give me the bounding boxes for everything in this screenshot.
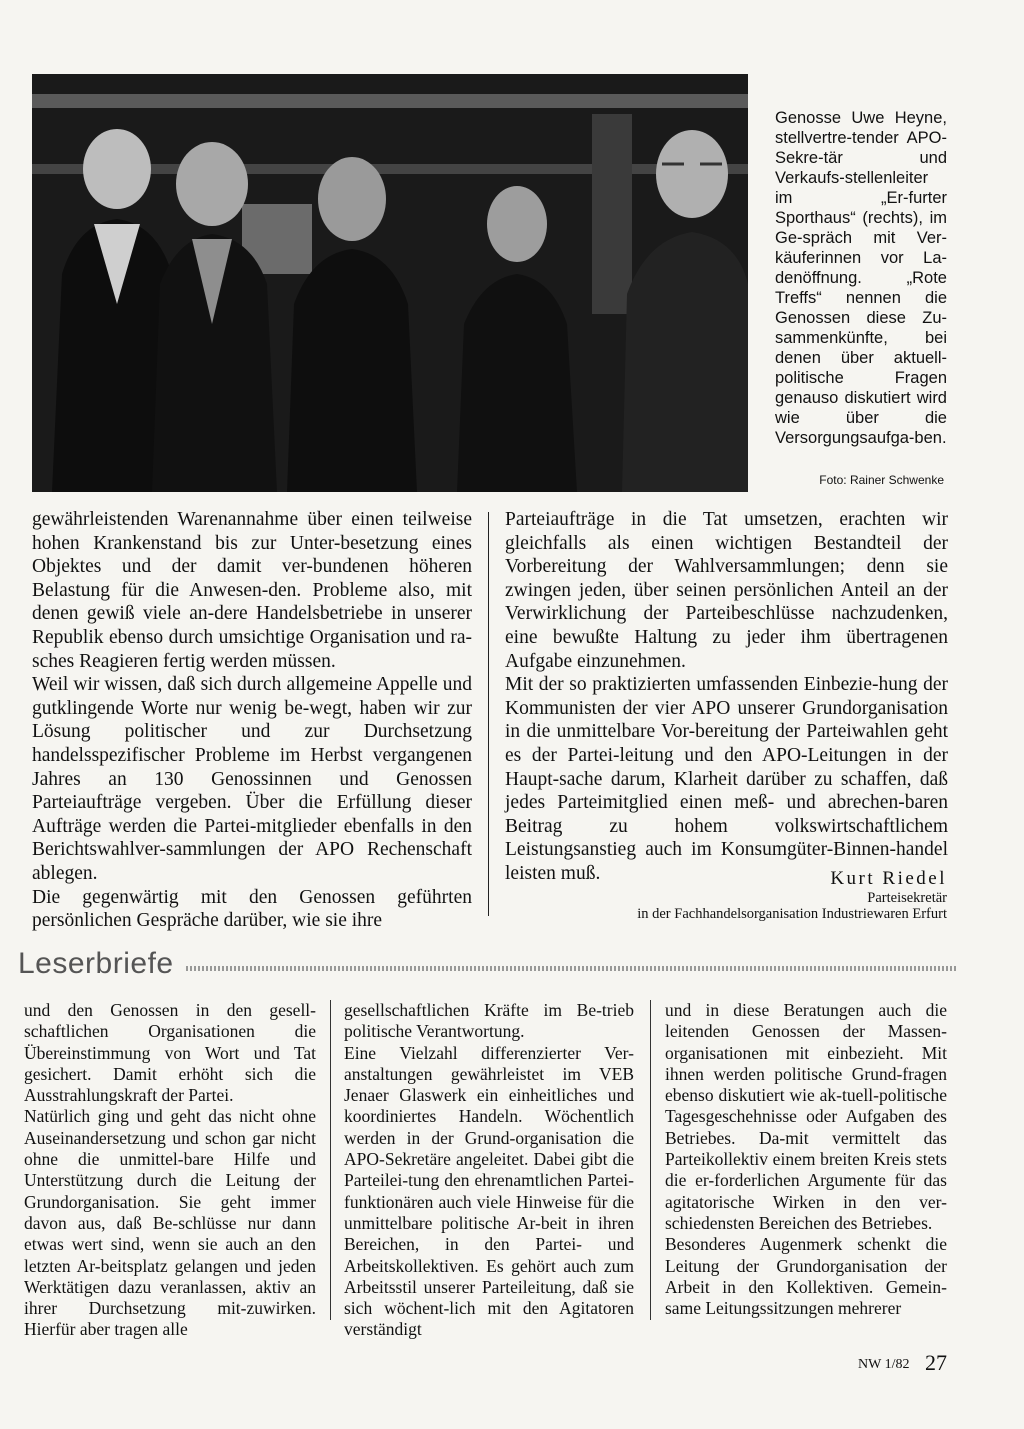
letters-paragraph: Natürlich ging und geht das nicht ohne Auseinandersetzung und schon gar nicht ohne die unmittel-bare Hilfe und Unterstützung durch die Leitung der Grundorganisation. Sie geht immer davon aus, daß Be-schlüsse nur dann etwas wert sind, wenn sie auch an den letzten Ar-beitsplatz gelangen und jeden Werktätigen dazu veranlassen, aktiv an ihrer Durchsetzung mit-zuwirken. Hierfür aber tragen alle bbox=[24, 1106, 316, 1340]
article-column-2 bbox=[505, 508, 948, 886]
photo-illustration bbox=[32, 74, 748, 492]
letters-paragraph: Besonderes Augenmerk schenkt die Leitung der Grundorganisation der Arbeit in den Kollektiven. Gemein-same Leitungssitzungen mehrerer bbox=[665, 1234, 947, 1319]
section-rule bbox=[186, 966, 956, 971]
author-role: Parteisekretär bbox=[867, 890, 947, 906]
letters-column-3 bbox=[665, 1000, 947, 1319]
section-title: Leserbriefe bbox=[18, 947, 174, 980]
article-column-1 bbox=[32, 508, 472, 933]
letters-paragraph: und in diese Beratungen auch die leitenden Genossen der Massen-organisationen mit einbezieht. Mit ihnen werden politische Grund-fragen ebenso diskutiert wie ak-tuell-politische Tagesgeschehnisse oder Aufgaben des Betriebes. Da-mit vermittelt das Parteikollektiv einem breiten Kreis stets die er-forderlichen Argumente für das agitatorische Wirken in den ver-schiedensten Bereichen des Betriebes. bbox=[665, 1000, 947, 1233]
page-number: 27 bbox=[925, 1350, 947, 1375]
issue-label: NW 1/82 bbox=[858, 1357, 910, 1372]
letters-column-2 bbox=[344, 1000, 634, 1341]
article-paragraph: Weil wir wissen, daß sich durch allgemeine Appelle und gutklingende Worte nur wenig be-wegt, haben wir zur Lösung politischer und zur Durchsetzung handelsspezifischer Probleme im Herbst vergangenen Jahres an 130 Genossinnen und Genossen Parteiaufträge vergeben. Über die Erfüllung dieser Aufträge werden die Partei-mitglieder ebenfalls in den Berichtswahlver-sammlungen der APO Rechenschaft ablegen. bbox=[32, 674, 472, 884]
author-organization: in der Fachhandelsorganisation Industriewaren Erfurt bbox=[637, 906, 947, 922]
article-paragraph: Parteiaufträge in die Tat umsetzen, erachten wir gleichfalls als einen wichtigen Bestandteil der Vorbereitung der Wahlversammlungen; denn sie zwingen jeden, über seinen persönlichen Anteil an der Verwirklichung der Parteibeschlüsse nachzudenken, eine bewußte Haltung zu jeder ihm übertragenen Aufgabe einzunehmen. bbox=[505, 509, 948, 672]
article-paragraph: gewährleistenden Warenannahme über einen teilweise hohen Krankenstand bis zur Unter-besetzung eines Objektes und der damit ver-bundenen höheren Belastung für die Anwesen-den. Probleme also, mit denen gewiß viele an-dere Handelsbetriebe in unserer Republik ebenso durch umsichtige Organisation und ra-sches Reagieren fertig werden müssen. bbox=[32, 509, 472, 672]
photo-credit: Foto: Rainer Schwenke bbox=[819, 473, 944, 487]
column-divider bbox=[330, 1000, 331, 1320]
article-paragraph: Die gegenwärtig mit den Genossen geführten persönlichen Gespräche darüber, wie sie ihre bbox=[32, 886, 472, 932]
news-photo bbox=[32, 74, 748, 492]
column-divider bbox=[650, 1000, 651, 1320]
letters-paragraph: Eine Vielzahl differenzierter Ver-anstaltungen gewährleistet im VEB Jenaer Glaswerk ein einheitliches und koordiniertes Handeln. Wöchentlich werden in der Grund-organisation die APO-Sekretäre angeleitet. Dabei gibt die Parteilei-tung den ehrenamtlichen Partei-funktionären auch viele Hinweise für die unmittelbare politische Ar-beit in ihren Bereichen, in den Partei- und Arbeitskollektiven. Es gehört auch zum Arbeitsstil unserer Parteileitung, daß sie sich wöchent-lich mit den Agitatoren verständigt bbox=[344, 1042, 634, 1340]
article-paragraph: Mit der so praktizierten umfassenden Einbezie-hung der Kommunisten der vier APO unserer Grundorganisation in die unmittelbare Vor-bereitung der Parteiwahlen geht es der Partei-leitung und den APO-Leitungen in der Haupt-sache darum, Klarheit darüber zu schaffen, daß jedes Parteimitglied einen meß- und abrechen-baren Beitrag zu hohem volkswirtschaftlichem Leistungsanstieg auch im Konsumgüter-Binnen-handel leisten muß. bbox=[505, 674, 948, 884]
letters-paragraph: gesellschaftlichen Kräfte im Be-trieb politische Verantwortung. bbox=[344, 1000, 634, 1042]
photo-caption: Genosse Uwe Heyne, stellvertre-tender APO-Sekre-tär und Verkaufs-stellenleiter im „Er-furter Sporthaus“ (rechts), im Ge-spräch mit Ver-käuferinnen vor La-denöffnung. „Rote Treffs“ nennen die Genossen diese Zu-sammenkünfte, bei denen über aktuell-politische Fragen genauso diskutiert wird wie über die Versorgungsaufga-ben. bbox=[775, 109, 947, 447]
letters-column-1 bbox=[24, 1000, 316, 1341]
author-name: Kurt Riedel bbox=[830, 868, 947, 889]
author-block bbox=[637, 868, 947, 922]
column-divider bbox=[488, 512, 489, 916]
letters-paragraph: und den Genossen in den gesell-schaftlichen Organisationen die Übereinstimmung von Wort und Tat gesichert. Damit erhöht sich die Ausstrahlungskraft der Partei. bbox=[24, 1000, 316, 1106]
